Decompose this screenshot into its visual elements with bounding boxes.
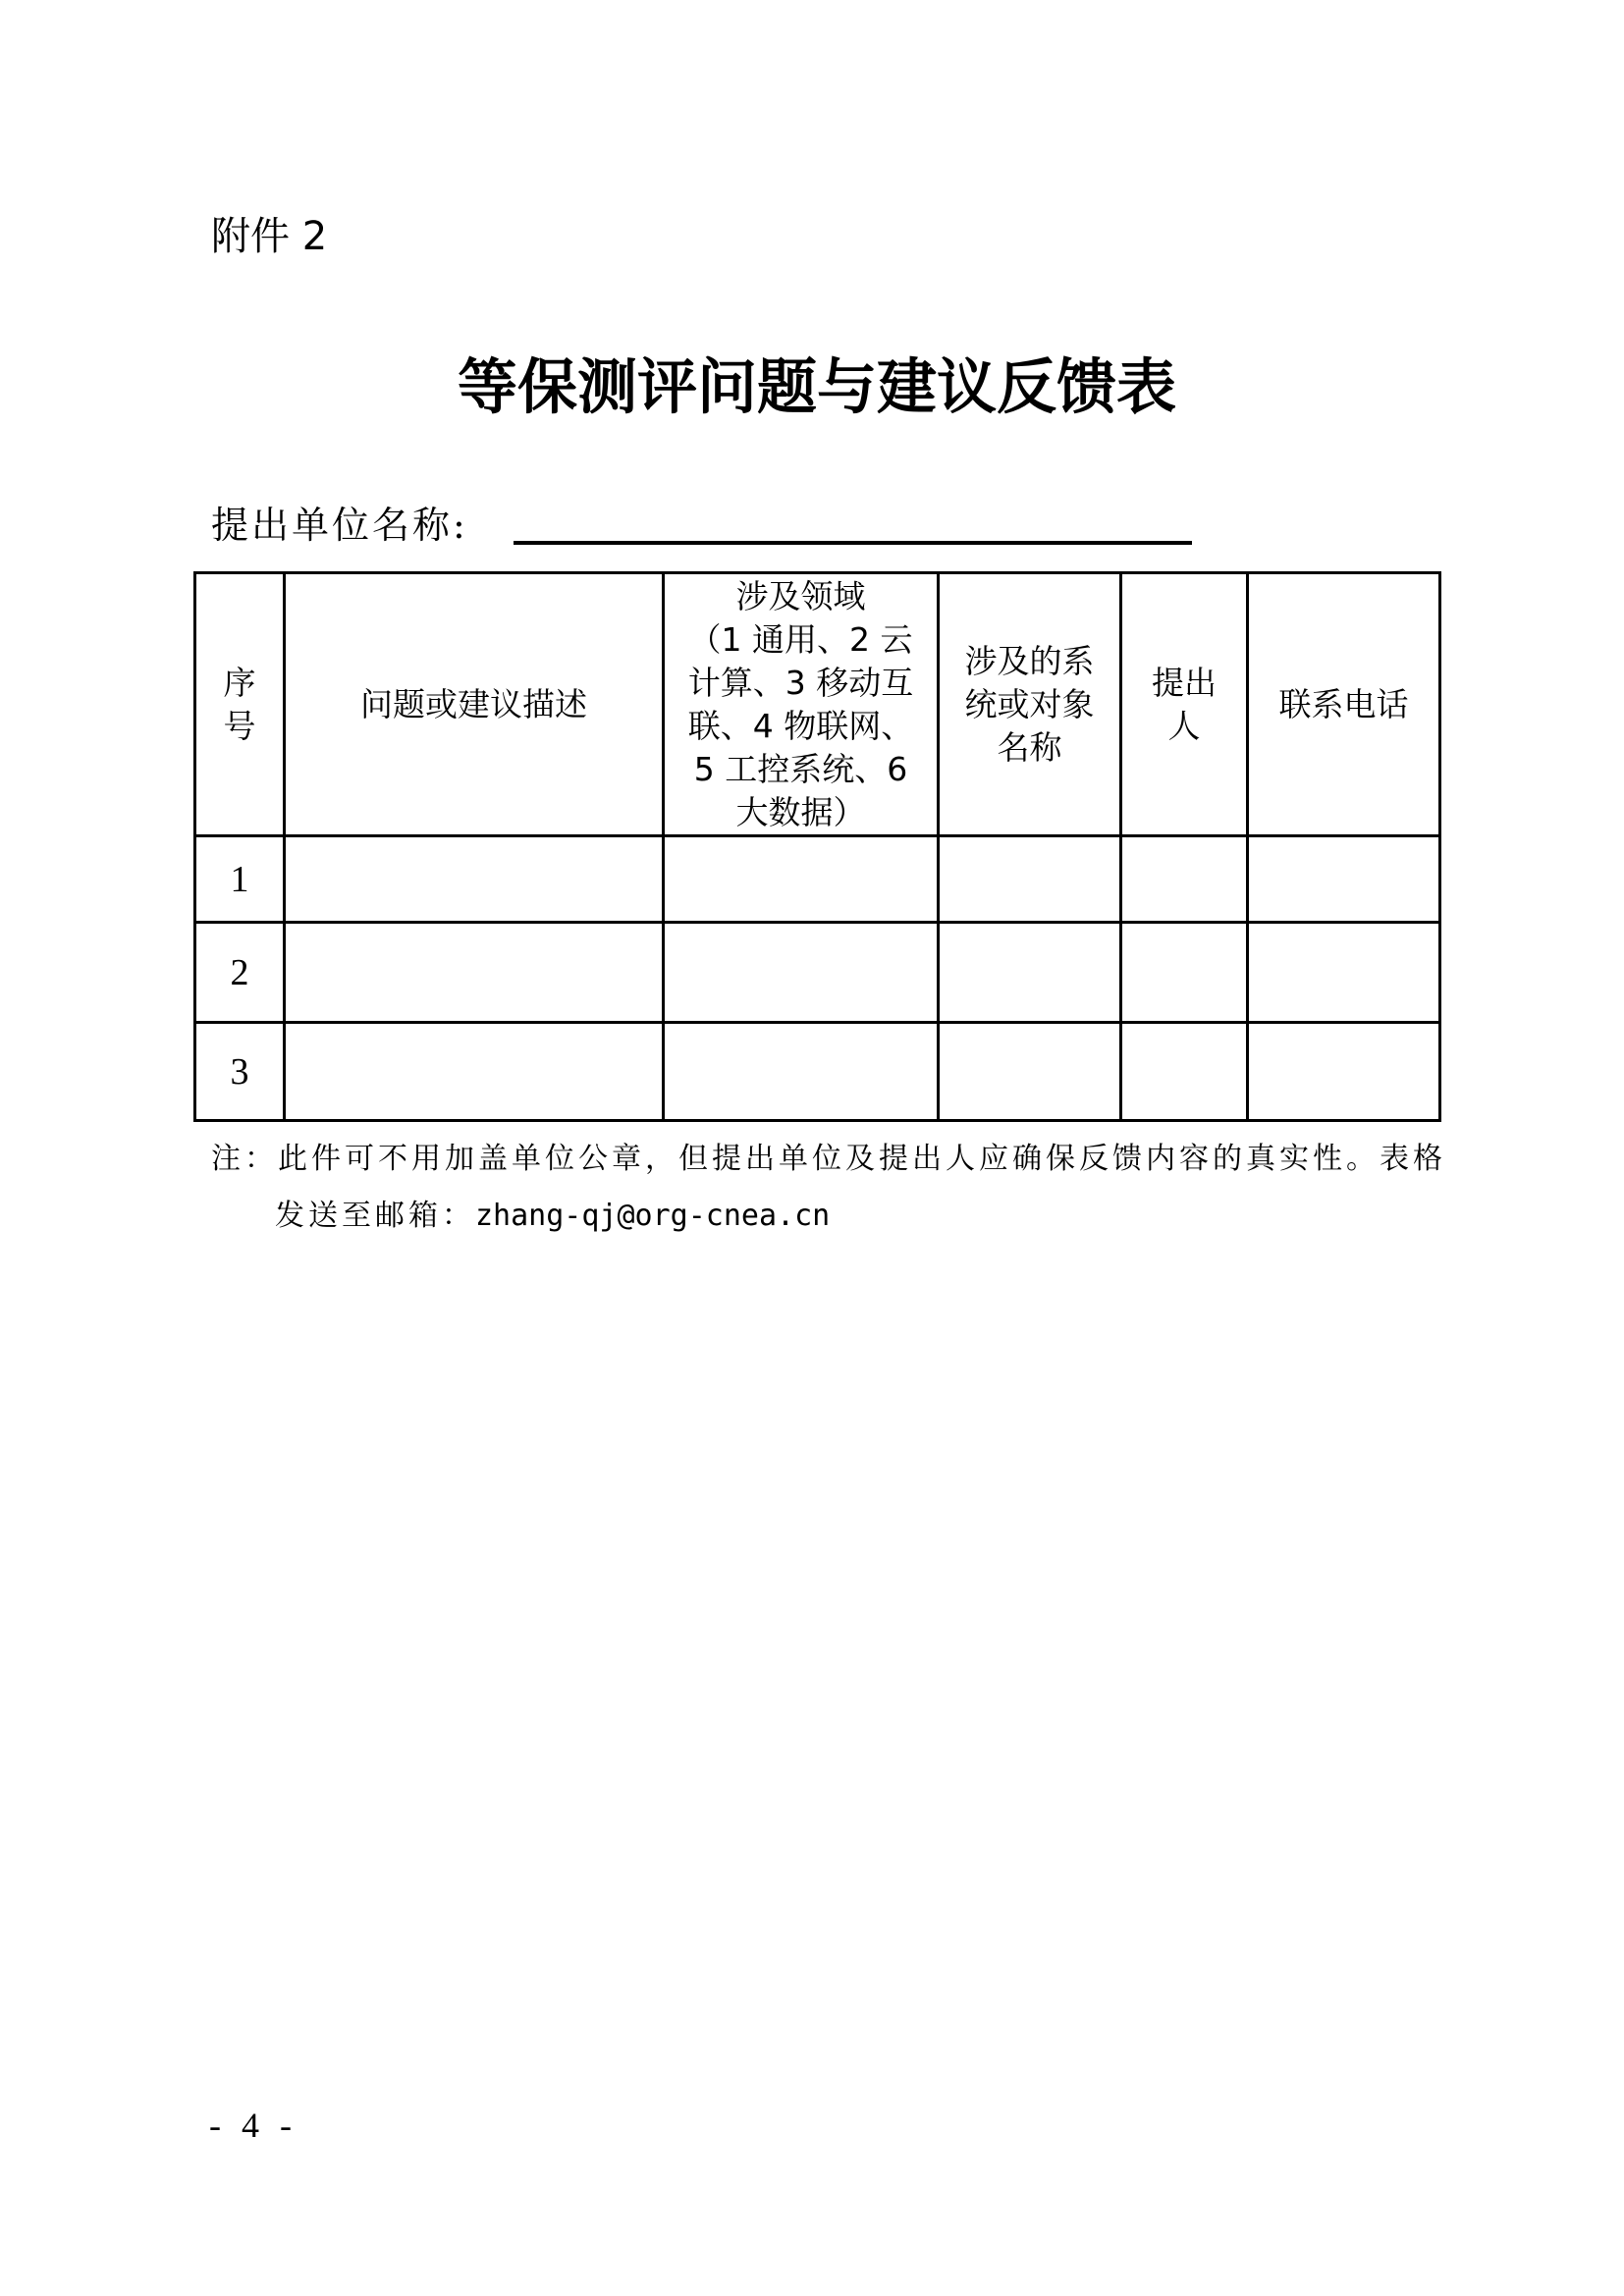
unit-name-field[interactable]	[514, 541, 1192, 545]
row-index: 3	[195, 1023, 285, 1121]
email-address[interactable]: zhang-qj@org-cnea.cn	[475, 1199, 831, 1233]
header-domain: 涉及领域 （1 通用、2 云 计算、3 移动互 联、4 物联网、 5 工控系统、6 大数据）	[664, 573, 939, 836]
phone-cell[interactable]	[1248, 836, 1440, 923]
note-text: 注：此件可不用加盖单位公章，但提出单位及提出人应确保反馈内容的真实性。表格	[211, 1142, 1446, 1176]
header-phone: 联系电话	[1248, 573, 1440, 836]
table-row	[195, 923, 1440, 1023]
row-index: 1	[195, 836, 285, 923]
proposer-cell[interactable]	[1121, 1023, 1248, 1121]
system-cell[interactable]	[939, 1023, 1121, 1121]
header-index: 序 号	[195, 573, 285, 836]
description-cell[interactable]	[285, 1023, 664, 1121]
phone-cell[interactable]	[1248, 1023, 1440, 1121]
unit-name-label: 提出单位名称:	[211, 504, 468, 547]
system-cell[interactable]	[939, 923, 1121, 1023]
description-cell[interactable]	[285, 923, 664, 1023]
header-description: 问题或建议描述	[285, 573, 664, 836]
table-row	[195, 836, 1440, 923]
row-index: 2	[195, 923, 285, 1023]
header-system: 涉及的系 统或对象 名称	[939, 573, 1121, 836]
header-proposer: 提出 人	[1121, 573, 1248, 836]
domain-cell[interactable]	[664, 1023, 939, 1121]
description-cell[interactable]	[285, 836, 664, 923]
domain-cell[interactable]	[664, 923, 939, 1023]
feedback-table	[193, 571, 1441, 1122]
attachment-label: 附件 2	[211, 214, 328, 259]
proposer-cell[interactable]	[1121, 923, 1248, 1023]
note-email-prefix: 发送至邮箱：	[275, 1199, 475, 1233]
proposer-cell[interactable]	[1121, 836, 1248, 923]
note-email-line	[275, 1188, 830, 1245]
page-title: 等保测评问题与建议反馈表	[457, 352, 1176, 422]
table-header-row	[195, 573, 1440, 836]
page-number: - 4 -	[209, 2106, 292, 2145]
system-cell[interactable]	[939, 836, 1121, 923]
phone-cell[interactable]	[1248, 923, 1440, 1023]
table-row	[195, 1023, 1440, 1121]
domain-cell[interactable]	[664, 836, 939, 923]
